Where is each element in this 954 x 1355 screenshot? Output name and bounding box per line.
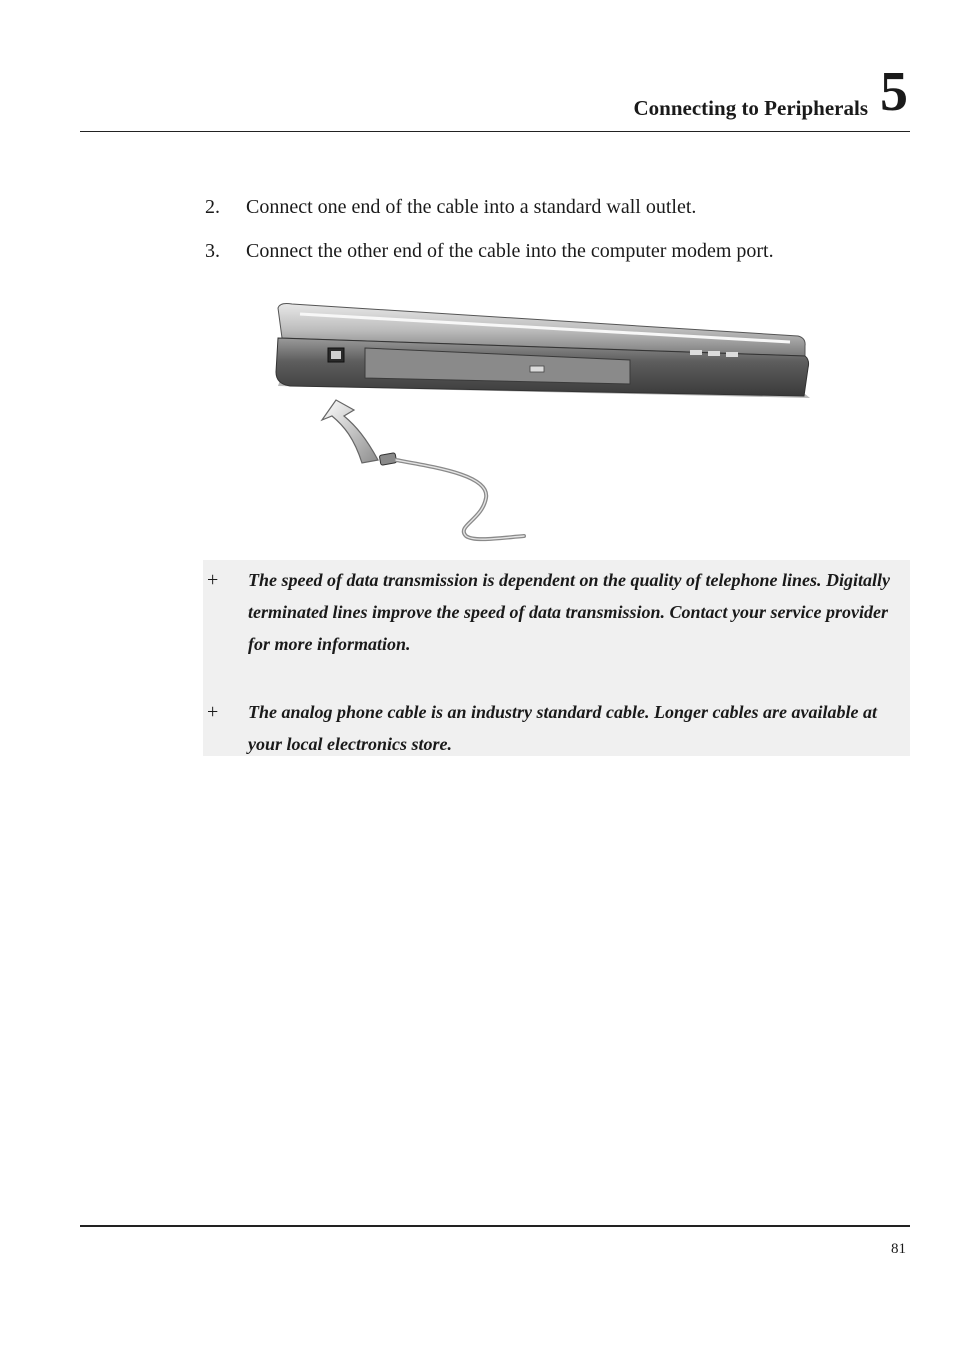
insert-arrow-icon <box>322 400 378 463</box>
note-bullet: + <box>207 569 219 591</box>
step-number: 2. <box>205 196 220 218</box>
chapter-title: Connecting to Peripherals <box>633 96 868 120</box>
step-text: Connect the other end of the cable into the computer modem port. <box>246 240 774 262</box>
page-number: 81 <box>891 1241 906 1257</box>
notes-box <box>203 560 910 756</box>
phone-cable <box>396 460 524 539</box>
laptop-modem-illustration <box>270 298 815 543</box>
note-text: The speed of data transmission is dependent on the quality of telephone lines. Digitally terminated lines improve the speed of data transmission. Contact your service provider for more information. <box>248 570 891 654</box>
step-text: Connect one end of the cable into a standard wall outlet. <box>246 196 697 218</box>
note-text: The analog phone cable is an industry standard cable. Longer cables are available at your local electronics store. <box>248 702 877 754</box>
page-header <box>80 61 910 132</box>
rj11-plug-icon <box>379 453 396 466</box>
step-number: 3. <box>205 240 220 262</box>
chapter-number: 5 <box>880 61 908 123</box>
footer-divider <box>80 1225 910 1227</box>
note-bullet: + <box>207 701 219 723</box>
